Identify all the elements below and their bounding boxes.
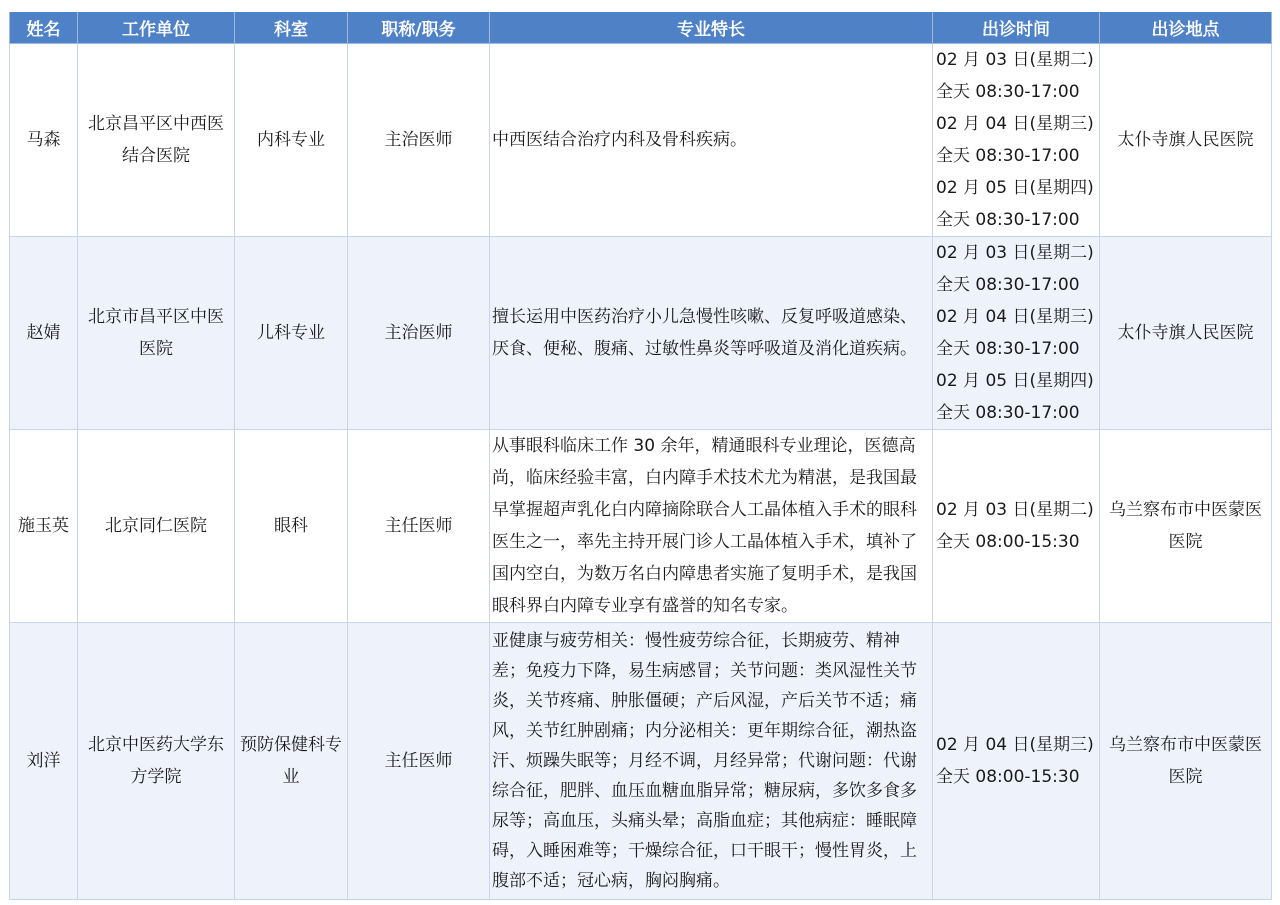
cell-time [933,44,1100,237]
cell-unit: 北京中医药大学东方学院 [78,623,235,900]
cell-dept: 儿科专业 [235,237,348,430]
header-unit: 工作单位 [78,12,235,44]
cell-location: 太仆寺旗人民医院 [1100,237,1272,430]
time-date: 02 月 04 日(星期三) [936,307,1094,327]
table-row [10,44,1272,237]
header-title: 职称/职务 [348,12,490,44]
cell-specialty: 从事眼科临床工作 30 余年，精通眼科专业理论，医德高尚，临床经验丰富，白内障手术技术尤为精湛，是我国最早掌握超声乳化白内障摘除联合人工晶体植入手术的眼科医生之一，率先主持开展门诊人工晶体植入手术，填补了国内空白，为数万名白内障患者实施了复明手术，是我国眼科界白内障专业享有盛誉的知名专家。 [490,430,933,623]
header-location: 出诊地点 [1100,12,1272,44]
header-specialty: 专业特长 [490,12,933,44]
time-date: 02 月 03 日(星期二) [936,243,1094,263]
time-hours: 全天 08:30-17:00 [936,210,1080,230]
time-date: 02 月 04 日(星期三) [936,735,1094,755]
time-hours: 全天 08:00-15:30 [936,532,1080,552]
cell-title: 主任医师 [348,430,490,623]
cell-name: 马森 [10,44,78,237]
header-time: 出诊时间 [933,12,1100,44]
header-name: 姓名 [10,12,78,44]
cell-time [933,237,1100,430]
time-hours: 全天 08:00-15:30 [936,767,1080,787]
cell-name: 施玉英 [10,430,78,623]
cell-location: 太仆寺旗人民医院 [1100,44,1272,237]
cell-title: 主治医师 [348,44,490,237]
time-hours: 全天 08:30-17:00 [936,146,1080,166]
cell-location: 乌兰察布市中医蒙医医院 [1100,623,1272,900]
cell-name: 赵婧 [10,237,78,430]
time-date: 02 月 05 日(星期四) [936,178,1094,198]
cell-specialty: 亚健康与疲劳相关：慢性疲劳综合征，长期疲劳、精神差；免疫力下降，易生病感冒；关节问题：类风湿性关节炎，关节疼痛、肿胀僵硬；产后风湿，产后关节不适；痛风，关节红肿剧痛；内分泌相关：更年期综合征，潮热盗汗、烦躁失眠等；月经不调，月经异常；代谢问题：代谢综合征，肥胖、血压血糖血脂异常；糖尿病，多饮多食多尿等；高血压，头痛头晕；高脂血症；其他病症：睡眠障碍，入睡困难等；干燥综合征，口干眼干；慢性胃炎，上腹部不适；冠心病，胸闷胸痛。 [490,623,933,900]
header-row [10,12,1272,44]
cell-title: 主任医师 [348,623,490,900]
cell-dept: 眼科 [235,430,348,623]
cell-time [933,430,1100,623]
cell-unit: 北京市昌平区中医医院 [78,237,235,430]
table-row [10,237,1272,430]
header-dept: 科室 [235,12,348,44]
cell-location: 乌兰察布市中医蒙医医院 [1100,430,1272,623]
cell-specialty: 中西医结合治疗内科及骨科疾病。 [490,44,933,237]
schedule-sheet [9,12,1271,900]
cell-unit: 北京同仁医院 [78,430,235,623]
cell-dept: 内科专业 [235,44,348,237]
cell-dept: 预防保健科专业 [235,623,348,900]
time-hours: 全天 08:30-17:00 [936,403,1080,423]
cell-time [933,623,1100,900]
time-hours: 全天 08:30-17:00 [936,275,1080,295]
cell-specialty: 擅长运用中医药治疗小儿急慢性咳嗽、反复呼吸道感染、厌食、便秘、腹痛、过敏性鼻炎等呼吸道及消化道疾病。 [490,237,933,430]
time-date: 02 月 05 日(星期四) [936,371,1094,391]
cell-unit: 北京昌平区中西医结合医院 [78,44,235,237]
cell-name: 刘洋 [10,623,78,900]
table-row [10,430,1272,623]
time-hours: 全天 08:30-17:00 [936,82,1080,102]
time-date: 02 月 04 日(星期三) [936,114,1094,134]
time-date: 02 月 03 日(星期二) [936,50,1094,70]
cell-title: 主治医师 [348,237,490,430]
time-date: 02 月 03 日(星期二) [936,500,1094,520]
doctor-schedule-table [9,12,1272,900]
table-row [10,623,1272,900]
time-hours: 全天 08:30-17:00 [936,339,1080,359]
